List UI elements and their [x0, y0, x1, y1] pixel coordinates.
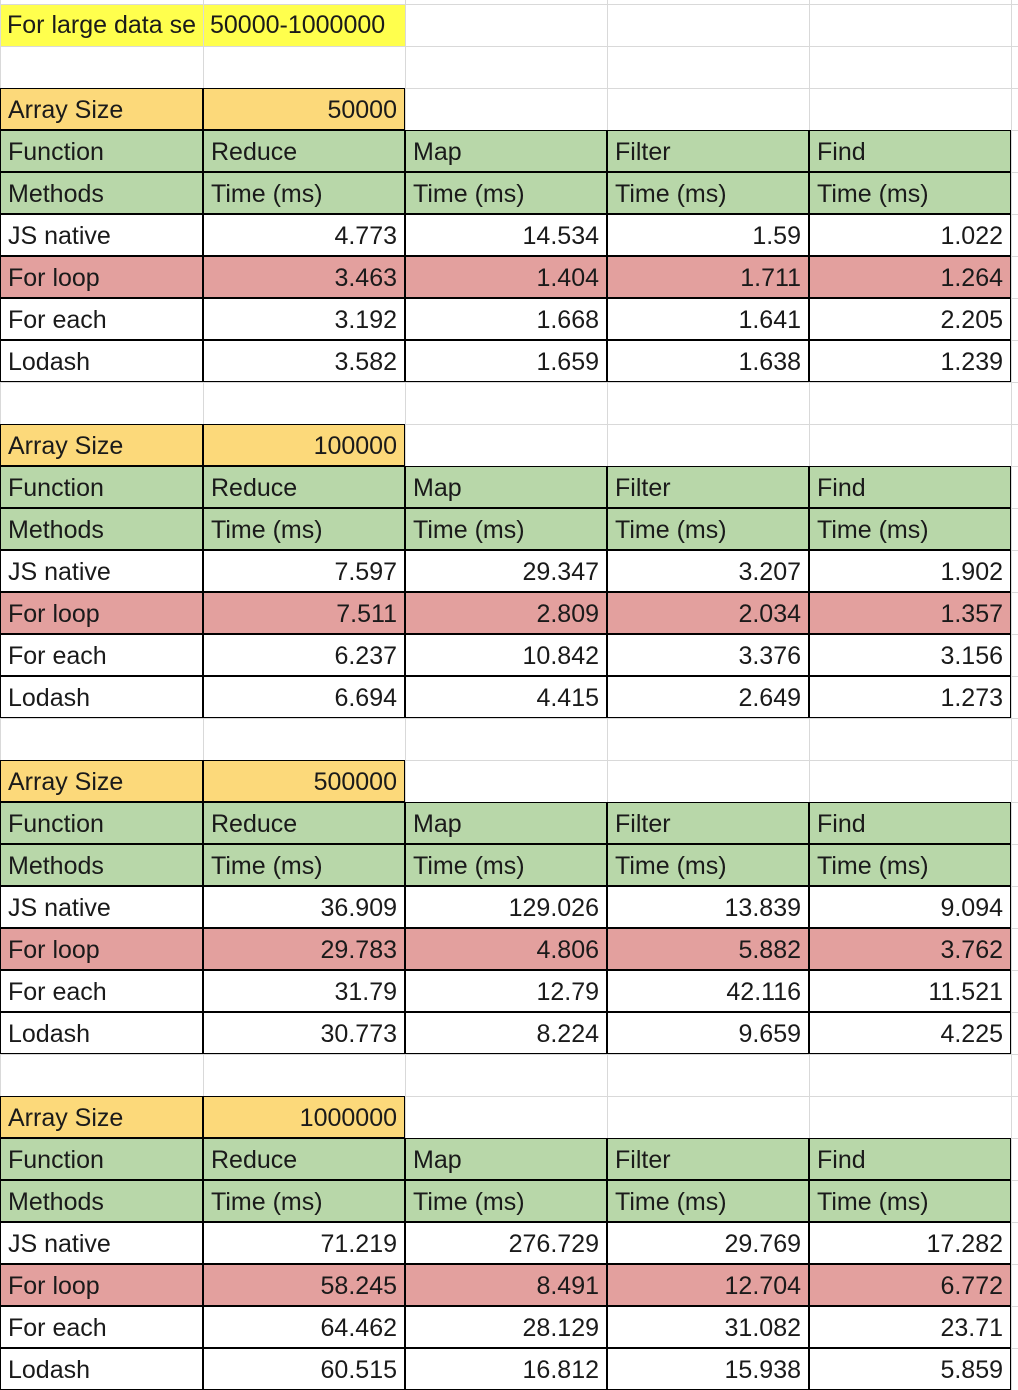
time-value-cell[interactable]: 4.225 [809, 1012, 1011, 1054]
method-name-cell[interactable]: For loop [0, 256, 203, 298]
time-value-cell[interactable]: 1.668 [405, 298, 607, 340]
method-name-cell[interactable]: Lodash [0, 1012, 203, 1054]
header-unit-cell[interactable]: Time (ms) [809, 1180, 1011, 1222]
time-value-cell[interactable]: 7.511 [203, 592, 405, 634]
time-value-cell[interactable]: 2.809 [405, 592, 607, 634]
time-value-cell[interactable]: 16.812 [405, 1348, 607, 1390]
header-unit-cell[interactable]: Time (ms) [809, 172, 1011, 214]
time-value-cell[interactable]: 29.347 [405, 550, 607, 592]
gridline [0, 4, 1018, 5]
time-value-cell[interactable]: 3.463 [203, 256, 405, 298]
header-unit-cell[interactable]: Time (ms) [405, 172, 607, 214]
array-size-label[interactable]: Array Size [0, 424, 203, 466]
header-function-cell[interactable]: Reduce [203, 802, 405, 844]
time-value-cell[interactable]: 9.659 [607, 1012, 809, 1054]
time-value-cell[interactable]: 1.264 [809, 256, 1011, 298]
time-value-cell[interactable]: 1.641 [607, 298, 809, 340]
time-value-cell[interactable]: 3.762 [809, 928, 1011, 970]
header-function-cell[interactable]: Find [809, 1138, 1011, 1180]
time-value-cell[interactable]: 29.769 [607, 1222, 809, 1264]
time-value-cell[interactable]: 3.156 [809, 634, 1011, 676]
time-value-cell[interactable]: 4.773 [203, 214, 405, 256]
header-unit-cell[interactable]: Time (ms) [809, 844, 1011, 886]
gridline [0, 382, 1018, 383]
time-value-cell[interactable]: 5.859 [809, 1348, 1011, 1390]
time-value-cell[interactable]: 1.239 [809, 340, 1011, 382]
header-unit-cell[interactable]: Methods [0, 844, 203, 886]
header-unit-cell[interactable]: Time (ms) [405, 1180, 607, 1222]
time-value-cell[interactable]: 31.79 [203, 970, 405, 1012]
time-value-cell[interactable]: 6.694 [203, 676, 405, 718]
time-value-cell[interactable]: 14.534 [405, 214, 607, 256]
method-name-cell[interactable]: Lodash [0, 340, 203, 382]
title-label-cell[interactable]: For large data se [0, 4, 203, 46]
time-value-cell[interactable]: 4.415 [405, 676, 607, 718]
header-function-cell[interactable]: Map [405, 130, 607, 172]
gridline [1011, 0, 1012, 1390]
header-unit-cell[interactable]: Time (ms) [203, 172, 405, 214]
time-value-cell[interactable]: 3.207 [607, 550, 809, 592]
time-value-cell[interactable]: 8.491 [405, 1264, 607, 1306]
gridline [0, 46, 1018, 47]
method-name-cell[interactable]: For each [0, 970, 203, 1012]
time-value-cell[interactable]: 9.094 [809, 886, 1011, 928]
header-function-cell[interactable]: Function [0, 1138, 203, 1180]
header-function-cell[interactable]: Filter [607, 130, 809, 172]
header-unit-cell[interactable]: Methods [0, 508, 203, 550]
header-unit-cell[interactable]: Methods [0, 1180, 203, 1222]
array-size-value[interactable]: 100000 [203, 424, 405, 466]
array-size-value[interactable]: 500000 [203, 760, 405, 802]
title-range-cell[interactable]: 50000-1000000 [203, 4, 405, 46]
header-unit-cell[interactable]: Time (ms) [607, 1180, 809, 1222]
time-value-cell[interactable]: 8.224 [405, 1012, 607, 1054]
header-function-cell[interactable]: Reduce [203, 130, 405, 172]
time-value-cell[interactable]: 1.902 [809, 550, 1011, 592]
header-unit-cell[interactable]: Time (ms) [405, 844, 607, 886]
time-value-cell[interactable]: 60.515 [203, 1348, 405, 1390]
header-function-cell[interactable]: Function [0, 802, 203, 844]
time-value-cell[interactable]: 1.711 [607, 256, 809, 298]
method-name-cell[interactable]: For loop [0, 928, 203, 970]
time-value-cell[interactable]: 6.237 [203, 634, 405, 676]
time-value-cell[interactable]: 6.772 [809, 1264, 1011, 1306]
method-name-cell[interactable]: For loop [0, 592, 203, 634]
header-unit-cell[interactable]: Time (ms) [203, 508, 405, 550]
time-value-cell[interactable]: 42.116 [607, 970, 809, 1012]
time-value-cell[interactable]: 31.082 [607, 1306, 809, 1348]
time-value-cell[interactable]: 10.842 [405, 634, 607, 676]
header-function-cell[interactable]: Map [405, 466, 607, 508]
time-value-cell[interactable]: 2.205 [809, 298, 1011, 340]
header-function-cell[interactable]: Find [809, 802, 1011, 844]
method-name-cell[interactable]: For each [0, 1306, 203, 1348]
time-value-cell[interactable]: 13.839 [607, 886, 809, 928]
header-function-cell[interactable]: Reduce [203, 466, 405, 508]
header-function-cell[interactable]: Filter [607, 1138, 809, 1180]
time-value-cell[interactable]: 12.704 [607, 1264, 809, 1306]
header-unit-cell[interactable]: Time (ms) [607, 844, 809, 886]
time-value-cell[interactable]: 17.282 [809, 1222, 1011, 1264]
time-value-cell[interactable]: 2.649 [607, 676, 809, 718]
array-size-value[interactable]: 50000 [203, 88, 405, 130]
header-unit-cell[interactable]: Methods [0, 172, 203, 214]
header-function-cell[interactable]: Function [0, 466, 203, 508]
method-name-cell[interactable]: For each [0, 298, 203, 340]
header-function-cell[interactable]: Map [405, 802, 607, 844]
method-name-cell[interactable]: JS native [0, 214, 203, 256]
time-value-cell[interactable]: 1.659 [405, 340, 607, 382]
time-value-cell[interactable]: 15.938 [607, 1348, 809, 1390]
time-value-cell[interactable]: 12.79 [405, 970, 607, 1012]
method-name-cell[interactable]: Lodash [0, 1348, 203, 1390]
array-size-label[interactable]: Array Size [0, 1096, 203, 1138]
time-value-cell[interactable]: 5.882 [607, 928, 809, 970]
time-value-cell[interactable]: 4.806 [405, 928, 607, 970]
header-function-cell[interactable]: Reduce [203, 1138, 405, 1180]
header-function-cell[interactable]: Filter [607, 466, 809, 508]
header-function-cell[interactable]: Map [405, 1138, 607, 1180]
time-value-cell[interactable]: 1.638 [607, 340, 809, 382]
gridline [0, 718, 1018, 719]
header-function-cell[interactable]: Find [809, 130, 1011, 172]
time-value-cell[interactable]: 129.026 [405, 886, 607, 928]
header-unit-cell[interactable]: Time (ms) [203, 1180, 405, 1222]
time-value-cell[interactable]: 23.71 [809, 1306, 1011, 1348]
method-name-cell[interactable]: JS native [0, 550, 203, 592]
time-value-cell[interactable]: 3.376 [607, 634, 809, 676]
time-value-cell[interactable]: 276.729 [405, 1222, 607, 1264]
time-value-cell[interactable]: 11.521 [809, 970, 1011, 1012]
method-name-cell[interactable]: For loop [0, 1264, 203, 1306]
header-unit-cell[interactable]: Time (ms) [607, 172, 809, 214]
time-value-cell[interactable]: 1.357 [809, 592, 1011, 634]
time-value-cell[interactable]: 30.773 [203, 1012, 405, 1054]
array-size-label[interactable]: Array Size [0, 760, 203, 802]
time-value-cell[interactable]: 7.597 [203, 550, 405, 592]
time-value-cell[interactable]: 71.219 [203, 1222, 405, 1264]
time-value-cell[interactable]: 2.034 [607, 592, 809, 634]
time-value-cell[interactable]: 1.022 [809, 214, 1011, 256]
time-value-cell[interactable]: 58.245 [203, 1264, 405, 1306]
method-name-cell[interactable]: For each [0, 634, 203, 676]
method-name-cell[interactable]: JS native [0, 886, 203, 928]
header-unit-cell[interactable]: Time (ms) [203, 844, 405, 886]
header-function-cell[interactable]: Find [809, 466, 1011, 508]
array-size-label[interactable]: Array Size [0, 88, 203, 130]
array-size-value[interactable]: 1000000 [203, 1096, 405, 1138]
gridline [0, 1054, 1018, 1055]
time-value-cell[interactable]: 28.129 [405, 1306, 607, 1348]
time-value-cell[interactable]: 3.582 [203, 340, 405, 382]
header-unit-cell[interactable]: Time (ms) [809, 508, 1011, 550]
time-value-cell[interactable]: 29.783 [203, 928, 405, 970]
header-function-cell[interactable]: Filter [607, 802, 809, 844]
method-name-cell[interactable]: JS native [0, 1222, 203, 1264]
time-value-cell[interactable]: 1.404 [405, 256, 607, 298]
header-unit-cell[interactable]: Time (ms) [405, 508, 607, 550]
time-value-cell[interactable]: 1.59 [607, 214, 809, 256]
time-value-cell[interactable]: 36.909 [203, 886, 405, 928]
time-value-cell[interactable]: 64.462 [203, 1306, 405, 1348]
time-value-cell[interactable]: 3.192 [203, 298, 405, 340]
method-name-cell[interactable]: Lodash [0, 676, 203, 718]
header-unit-cell[interactable]: Time (ms) [607, 508, 809, 550]
time-value-cell[interactable]: 1.273 [809, 676, 1011, 718]
header-function-cell[interactable]: Function [0, 130, 203, 172]
